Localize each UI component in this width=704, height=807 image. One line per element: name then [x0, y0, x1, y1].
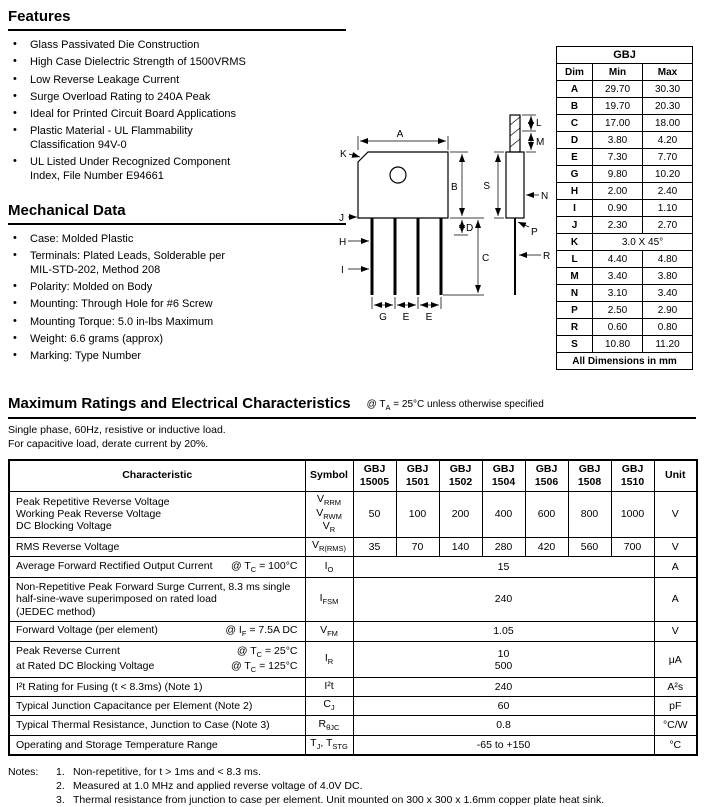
test-condition: @ $T_C = 125^\circ C$ [230, 659, 298, 674]
dim-col-header: Dim [557, 64, 593, 81]
characteristic-cell: RMS Reverse Voltage [9, 537, 305, 556]
symbol-cell: $I_{FSM}$ [305, 578, 353, 621]
symbol-cell: $C_J$ [305, 696, 353, 715]
mechanical-line: • Case: Molded Plastic [30, 232, 134, 245]
symbol-cell: $V_{RRM}$ $V_{RWM}$ $V_R$ [305, 491, 353, 537]
dim-label-b: B [451, 182, 458, 193]
note-item: 3. Thermal resistance from junction to case per element. Unit mounted on 300 x 300 x 1.6mm copper plate heat sink. [56, 794, 605, 807]
mechanical-item [8, 298, 288, 312]
dim-label-d: D [466, 223, 474, 234]
dim-row: N 3.10 3.40 [557, 285, 693, 302]
note-item: 1. Non-repetitive, for t > 1ms and < 8.3 ms. [56, 766, 261, 779]
value-cell: 600 [525, 491, 568, 537]
dim-label-n: N [541, 191, 549, 202]
ratings-condition-note: @ $T_A = 25^\circ C$ unless otherwise specified [366, 398, 544, 412]
feature-line: • Surge Overload Rating to 240A Peak [30, 90, 211, 103]
dim-row: D 3.80 4.20 [557, 132, 693, 149]
feature-item [8, 125, 288, 153]
dim-table-footer: All Dimensions in mm [557, 353, 693, 370]
characteristic-cell: Non-Repetitive Peak Forward Surge Current, 8.3 ms single half-sine-wave superimposed on rated load (JEDEC method) [9, 578, 305, 621]
feature-line: Index, File Number E94661 [30, 170, 164, 182]
hatch-lines [510, 117, 520, 147]
characteristic-cell: Typical Junction Capacitance per Element (Note 2) [9, 696, 305, 715]
value-cell: 35 [353, 537, 396, 556]
dim-row: M 3.40 3.80 [557, 268, 693, 285]
value-cell: 420 [525, 537, 568, 556]
notes-section [8, 765, 696, 807]
feature-item [8, 56, 288, 70]
unit-cell: V [654, 621, 697, 642]
value-cell: 240 [353, 678, 654, 696]
dim-table-header-row [557, 64, 693, 81]
feature-line: • Plastic Material - UL Flammability [30, 125, 193, 138]
characteristic-cell: Peak Repetitive Reverse Voltage Working Peak Reverse Voltage DC Blocking Voltage [9, 491, 305, 537]
ratings-heading-row [8, 396, 696, 419]
col-gbj-15005: GBJ 15005 [353, 460, 396, 491]
row-average-forward-current [9, 557, 697, 578]
row-thermal-resistance [9, 716, 697, 735]
unit-cell: °C/W [654, 716, 697, 735]
value-cell: 60 [353, 696, 654, 715]
col-gbj-1501: GBJ 1501 [396, 460, 439, 491]
unit-cell: A [654, 578, 697, 621]
package-leads [372, 218, 441, 295]
max-col-header: Max [643, 64, 693, 81]
symbol-cell: $V_{R(RMS)}$ [305, 537, 353, 556]
feature-line: • Low Reverse Leakage Current [30, 73, 180, 86]
value-cell: 100 [396, 491, 439, 537]
mechanical-item [8, 281, 288, 295]
note-item: 2. Measured at 1.0 MHz and applied reverse voltage of 4.0V DC. [56, 780, 363, 793]
features-heading: Features [8, 6, 346, 31]
dim-row: B 19.70 20.30 [557, 98, 693, 115]
load-note-1: Single phase, 60Hz, resistive or inductive load. [8, 423, 226, 436]
row-rms-reverse-voltage [9, 537, 697, 556]
dim-row: A 29.70 30.30 [557, 81, 693, 98]
value-cell: 700 [611, 537, 654, 556]
dim-label-p: P [531, 227, 538, 238]
dim-row: G 9.80 10.20 [557, 166, 693, 183]
feature-item [8, 39, 288, 53]
col-unit: Unit [654, 460, 697, 491]
value-cell: 140 [439, 537, 482, 556]
package-drawing [338, 95, 556, 345]
mechanical-line: • Marking: Type Number [30, 350, 142, 362]
mechanical-item [8, 316, 288, 330]
symbol-cell: $I_O$ [305, 557, 353, 578]
front-view [358, 152, 448, 295]
value-cell: 15 [353, 557, 654, 578]
test-condition: @ $I_F = 7.5A$ DC [225, 624, 298, 639]
dim-row: H 2.00 2.40 [557, 183, 693, 200]
ratings-table [8, 459, 698, 756]
mechanical-line: • Weight: 6.6 grams (approx) [30, 332, 164, 345]
characteristic-cell: Peak Reverse Current @ $T_C = 25^\circ C$ at Rated DC Blocking Voltage @ $T_C = 125^\circ C$ [9, 642, 305, 678]
dim-label-a: A [396, 129, 404, 140]
dim-row: L 4.40 4.80 [557, 251, 693, 268]
dim-row: I 0.90 1.10 [557, 200, 693, 217]
mechanical-line: MIL-STD-202, Method 208 [30, 263, 161, 276]
value-cell: 240 [353, 578, 654, 621]
value-cell: 200 [439, 491, 482, 537]
dim-row: S 10.80 11.20 [557, 336, 693, 353]
dim-table-title: GBJ [557, 47, 693, 64]
dim-label-e1: E [402, 312, 410, 323]
col-gbj-1508: GBJ 1508 [568, 460, 611, 491]
package-body-outline [358, 152, 448, 218]
symbol-cell: I²t [305, 678, 353, 696]
characteristic-cell: Forward Voltage (per element) @ $I_F = 7.5A$ DC [9, 621, 305, 642]
dim-table-title-row [557, 47, 693, 64]
row-junction-capacitance [9, 696, 697, 715]
feature-item [8, 91, 288, 105]
col-gbj-1504: GBJ 1504 [482, 460, 525, 491]
row-reverse-current [9, 642, 697, 678]
characteristic-cell: Operating and Storage Temperature Range [9, 735, 305, 755]
row-temperature-range [9, 735, 697, 755]
ratings-section [8, 396, 696, 807]
mechanical-item [8, 350, 288, 364]
col-characteristic: Characteristic [9, 460, 305, 491]
dim-row: R 0.60 0.80 [557, 319, 693, 336]
feature-line: • High Case Dielectric Strength of 1500VRMS [30, 56, 246, 69]
unit-cell: °C [654, 735, 697, 755]
dimensions-table [556, 46, 693, 370]
ratings-header-row [9, 460, 697, 491]
symbol-cell: $T_J$, $T_{STG}$ [305, 735, 353, 755]
mechanical-line: • Polarity: Molded on Body [30, 281, 153, 293]
unit-cell: A²s [654, 678, 697, 696]
unit-cell: μA [654, 642, 697, 678]
mechanical-item [8, 233, 288, 247]
test-condition: @ $T_C = 100^\circ C$ [230, 559, 298, 575]
value-cell: 560 [568, 537, 611, 556]
feature-item [8, 108, 288, 122]
dim-table-footer-row [557, 353, 693, 370]
dim-label-r: R [543, 251, 551, 262]
dim-row: K 3.0 X 45° [557, 234, 693, 251]
value-cell: 1000 [611, 491, 654, 537]
features-list [8, 39, 288, 184]
col-gbj-1502: GBJ 1502 [439, 460, 482, 491]
side-view [506, 115, 524, 295]
mechanical-item [8, 250, 288, 278]
dim-label-j: J [339, 213, 344, 224]
feature-line: • UL Listed Under Recognized Component [30, 156, 231, 169]
characteristic-cell: Typical Thermal Resistance, Junction to Case (Note 3) [9, 716, 305, 735]
value-cell: 50 [353, 491, 396, 537]
row-i2t-rating [9, 678, 697, 696]
dim-label-i: I [341, 265, 344, 276]
col-gbj-1506: GBJ 1506 [525, 460, 568, 491]
col-symbol: Symbol [305, 460, 353, 491]
unit-cell: A [654, 557, 697, 578]
value-cell: 800 [568, 491, 611, 537]
load-note-2: For capacitive load, derate current by 20%. [8, 438, 209, 451]
mechanical-line: • Terminals: Plated Leads, Solderable per [30, 250, 226, 262]
value-cell: 1.05 [353, 621, 654, 642]
mechanical-item [8, 333, 288, 347]
dim-row: E 7.30 7.70 [557, 149, 693, 166]
mechanical-data-list [8, 233, 288, 364]
left-column [8, 6, 346, 380]
dim-label-s: S [483, 181, 490, 192]
value-cell: 70 [396, 537, 439, 556]
notes-label: Notes: [8, 766, 39, 779]
feature-line: • Ideal for Printed Circuit Board Applications [30, 108, 237, 120]
unit-cell: pF [654, 696, 697, 715]
dim-label-g: G [379, 312, 387, 323]
row-forward-voltage [9, 621, 697, 642]
characteristic-cell: Average Forward Rectified Output Current @ $T_C = 100^\circ C$ [9, 557, 305, 578]
dim-label-h: H [339, 237, 347, 248]
symbol-cell: $R_{\theta JC}$ [305, 716, 353, 735]
dim-label-c: C [482, 253, 490, 264]
dimension-lines [348, 115, 541, 309]
gbj-outline-diagram [338, 95, 556, 345]
row-reverse-voltage [9, 491, 697, 537]
dim-row: C 17.00 18.00 [557, 115, 693, 132]
feature-item [8, 74, 288, 88]
value-cell: 10 500 [353, 642, 654, 678]
feature-item [8, 156, 288, 184]
col-gbj-1510: GBJ 1510 [611, 460, 654, 491]
mechanical-line: • Mounting Torque: 5.0 in-lbs Maximum [30, 315, 214, 328]
feature-line: Classification 94V-0 [30, 139, 127, 151]
characteristic-cell: I²t Rating for Fusing (t < 8.3ms) (Note 1) [9, 678, 305, 696]
unit-cell: V [654, 537, 697, 556]
mechanical-line: • Mounting: Through Hole for #6 Screw [30, 298, 213, 311]
feature-line: • Glass Passivated Die Construction [30, 39, 200, 51]
symbol-cell: $V_{FM}$ [305, 621, 353, 642]
row-surge-current [9, 578, 697, 621]
value-cell: 0.8 [353, 716, 654, 735]
symbol-cell: $I_R$ [305, 642, 353, 678]
value-cell: 400 [482, 491, 525, 537]
value-cell: -65 to +150 [353, 735, 654, 755]
notes-items [56, 765, 696, 807]
dim-label-m: M [536, 137, 545, 148]
ratings-heading: Maximum Ratings and Electrical Characteristics [8, 395, 351, 412]
mounting-hole [390, 167, 406, 183]
test-condition: @ $T_C = 25^\circ C$ [236, 644, 298, 660]
dim-label-e2: E [425, 312, 433, 323]
mechanical-data-heading: Mechanical Data [8, 200, 346, 225]
dim-label-l: L [536, 118, 542, 129]
unit-cell: V [654, 491, 697, 537]
dim-row: J 2.30 2.70 [557, 217, 693, 234]
min-col-header: Min [593, 64, 643, 81]
dim-label-k: K [340, 149, 347, 160]
value-cell: 280 [482, 537, 525, 556]
dim-row: P 2.50 2.90 [557, 302, 693, 319]
